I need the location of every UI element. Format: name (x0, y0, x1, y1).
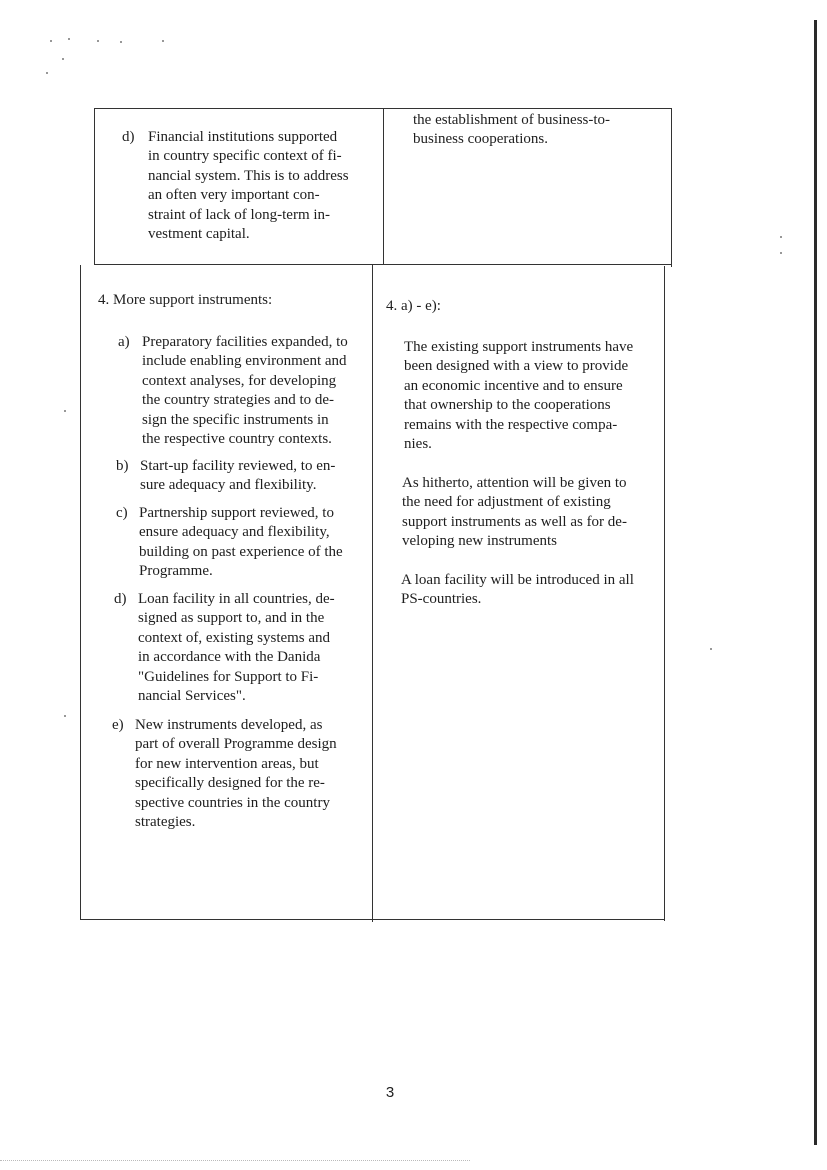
text-line: Financial institutions supported (148, 129, 338, 145)
scan-speck (62, 58, 64, 60)
text-line: in accordance with the Danida (138, 649, 321, 666)
item-text (142, 333, 374, 449)
text-line: vestment capital. (148, 226, 250, 243)
text-line: Partnership support reviewed, to (139, 505, 334, 521)
text-line: Start-up facility reviewed, to en- (140, 458, 336, 474)
text-line: nies. (404, 436, 432, 453)
text-line: Programme. (139, 563, 213, 580)
table-right-border-row1 (671, 108, 672, 267)
scan-speck (710, 648, 712, 650)
row2-left-heading: 4. More support instruments: (98, 292, 273, 308)
item-label: a) (118, 334, 130, 350)
page-number: 3 (385, 1084, 395, 1101)
text-line: business cooperations. (413, 131, 548, 148)
table-left-border-row1 (94, 108, 95, 265)
scan-speck (120, 41, 122, 43)
text-line: specifically designed for the re- (135, 775, 325, 792)
scan-speck (780, 252, 782, 254)
text-line: for new intervention areas, but (135, 755, 319, 772)
scan-speck (780, 236, 782, 238)
item-text (138, 590, 372, 706)
text-line: ensure adequacy and flexibility, (139, 524, 330, 541)
scan-speck (64, 715, 66, 717)
item-text (148, 128, 384, 244)
row2-right-paragraph-3 (401, 571, 663, 610)
text-line: nancial Services". (138, 688, 246, 705)
text-line: in country specific context of fi- (148, 148, 342, 165)
text-line: an often very important con- (148, 187, 320, 204)
scan-speck (162, 40, 164, 42)
text-line: the respective country contexts. (142, 431, 332, 448)
text-line: building on past experience of the (139, 543, 343, 560)
text-line: been designed with a view to provide (404, 358, 629, 375)
text-line: straint of lack of long-term in- (148, 206, 331, 223)
row2-right-paragraph-2 (402, 474, 664, 552)
text-line: veloping new instruments (402, 533, 557, 550)
item-text (135, 716, 371, 832)
text-line: signed as support to, and in the (138, 610, 325, 627)
text-line: Preparatory facilities expanded, to (142, 334, 348, 350)
scan-speck (46, 72, 48, 74)
text-line: part of overall Programme design (135, 736, 337, 753)
table-row-divider (94, 264, 672, 265)
item-label: d) (122, 129, 135, 145)
scan-speck (97, 40, 99, 42)
scan-bottom-dots (0, 1160, 470, 1161)
table-left-border-row2 (80, 265, 81, 920)
row2-right-heading: 4. a) - e): (386, 298, 441, 314)
scan-speck (50, 40, 52, 42)
text-line: A loan facility will be introduced in all (401, 572, 634, 588)
item-text (140, 457, 372, 496)
item-label: b) (116, 458, 129, 474)
text-line: the establishment of business-to- (413, 112, 611, 128)
text-line: that ownership to the cooperations (404, 397, 611, 414)
text-line: support instruments as well as for de- (402, 513, 627, 530)
text-line: the need for adjustment of existing (402, 494, 611, 511)
text-line: "Guidelines for Support to Fi- (138, 668, 319, 685)
text-line: remains with the respective compa- (404, 416, 618, 433)
text-line: sure adequacy and flexibility. (140, 477, 317, 494)
text-line: Loan facility in all countries, de- (138, 591, 335, 607)
text-line: include enabling environment and (142, 353, 347, 370)
text-line: The existing support instruments have (404, 339, 634, 355)
scan-speck (68, 38, 70, 40)
text-line: sign the specific instruments in (142, 411, 329, 428)
text-line: PS-countries. (401, 591, 482, 608)
text-line: As hitherto, attention will be given to (402, 475, 627, 491)
item-label: d) (114, 591, 127, 607)
text-line: strategies. (135, 814, 196, 831)
row2-right-paragraph-1 (404, 338, 666, 454)
text-line: context of, existing systems and (138, 629, 331, 646)
row1-right-text (413, 111, 665, 150)
text-line: the country strategies and to de- (142, 392, 335, 409)
scan-edge-line (814, 20, 817, 1145)
text-line: nancial system. This is to address (148, 167, 349, 184)
text-line: spective countries in the country (135, 794, 330, 811)
item-label: e) (112, 717, 124, 733)
item-text (139, 504, 373, 582)
table-bottom-border (80, 919, 665, 920)
scan-speck (64, 410, 66, 412)
text-line: context analyses, for developing (142, 372, 337, 389)
item-label: c) (116, 505, 128, 521)
text-line: an economic incentive and to ensure (404, 377, 623, 394)
text-line: New instruments developed, as (135, 717, 323, 733)
